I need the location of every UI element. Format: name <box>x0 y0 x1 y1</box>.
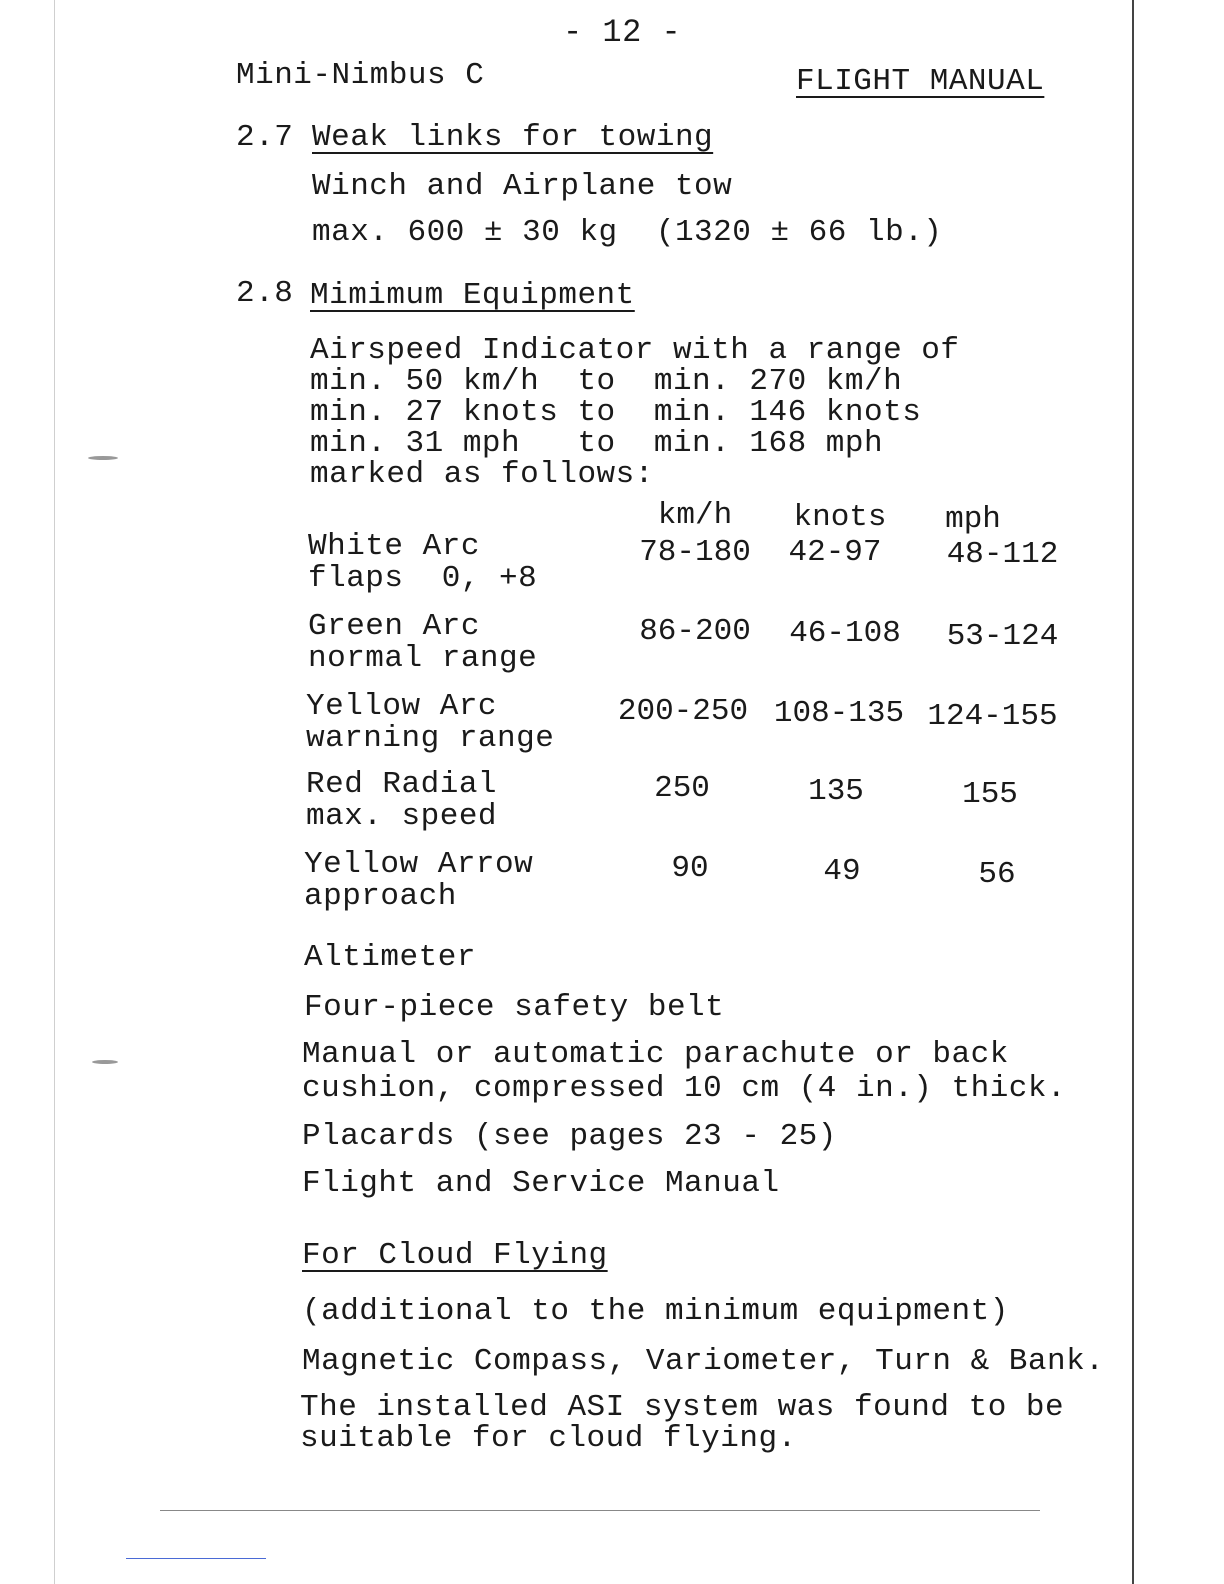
row-sublabel: normal range <box>308 641 538 676</box>
column-header-mph: mph <box>945 502 1001 537</box>
bottom-blue-line <box>126 1558 266 1559</box>
equipment-item: cushion, compressed 10 cm (4 in.) thick. <box>302 1071 1067 1106</box>
section-2-7-line: max. 600 ± 30 kg (1320 ± 66 lb.) <box>312 215 943 250</box>
cell-knots: 42-97 <box>788 535 882 570</box>
cloud-flying-line: Magnetic Compass, Variometer, Turn & Bank. <box>302 1344 1105 1379</box>
intro-line: min. 50 km/h to min. 270 km/h <box>310 364 903 399</box>
row-sublabel: flaps 0, +8 <box>308 561 538 596</box>
equipment-item: Altimeter <box>304 940 476 975</box>
intro-line: marked as follows: <box>310 457 654 492</box>
section-2-7-number: 2.7 <box>236 120 294 155</box>
page-number: - 12 - <box>563 14 682 51</box>
cell-mph: 155 <box>962 777 1018 812</box>
model-name: Mini-Nimbus C <box>236 58 485 93</box>
column-header-knots: knots <box>793 500 887 535</box>
row-label: Yellow Arc <box>306 689 498 724</box>
cloud-flying-line: (additional to the minimum equipment) <box>302 1294 1009 1329</box>
equipment-item: Four-piece safety belt <box>304 990 725 1025</box>
section-2-7-title: Weak links for towing <box>312 120 714 155</box>
scan-speck <box>88 456 118 460</box>
cell-knots: 49 <box>823 854 861 889</box>
column-header-kmh: km/h <box>657 498 733 533</box>
cell-mph: 56 <box>978 857 1016 892</box>
cell-knots: 46-108 <box>789 616 901 651</box>
intro-line: min. 27 knots to min. 146 knots <box>310 395 922 430</box>
cell-kmh: 86-200 <box>639 614 751 649</box>
cell-kmh: 250 <box>654 771 710 806</box>
row-label: Green Arc <box>308 609 480 644</box>
cloud-flying-line: suitable for cloud flying. <box>300 1421 797 1456</box>
cell-kmh: 90 <box>671 851 709 886</box>
cell-kmh: 200-250 <box>617 694 749 729</box>
cell-knots: 135 <box>808 774 864 809</box>
left-page-edge <box>54 0 55 1584</box>
equipment-item: Placards (see pages 23 - 25) <box>302 1119 837 1154</box>
section-2-7-line: Winch and Airplane tow <box>312 169 733 204</box>
equipment-item: Flight and Service Manual <box>302 1166 780 1201</box>
bottom-scan-line <box>160 1510 1040 1511</box>
row-sublabel: max. speed <box>306 799 498 834</box>
cell-kmh: 78-180 <box>639 535 751 570</box>
right-binding-line <box>1132 0 1134 1584</box>
cell-mph: 53-124 <box>946 619 1059 654</box>
cloud-flying-title: For Cloud Flying <box>302 1238 608 1273</box>
cell-mph: 48-112 <box>946 537 1059 572</box>
row-label: Red Radial <box>306 767 498 802</box>
cell-knots: 108-135 <box>773 696 905 731</box>
row-sublabel: warning range <box>306 721 555 756</box>
scan-speck <box>92 1060 118 1064</box>
equipment-item: Manual or automatic parachute or back <box>302 1037 1009 1072</box>
section-2-8-number: 2.8 <box>236 276 294 311</box>
section-2-8-title: Mimimum Equipment <box>310 278 635 313</box>
row-label: White Arc <box>308 529 480 564</box>
cell-mph: 124-155 <box>927 699 1058 734</box>
row-sublabel: approach <box>304 879 457 914</box>
manual-title: FLIGHT MANUAL <box>796 64 1045 99</box>
row-label: Yellow Arrow <box>304 847 534 882</box>
intro-line: min. 31 mph to min. 168 mph <box>310 426 884 461</box>
cloud-flying-line: The installed ASI system was found to be <box>300 1390 1065 1425</box>
intro-line: Airspeed Indicator with a range of <box>310 333 960 368</box>
